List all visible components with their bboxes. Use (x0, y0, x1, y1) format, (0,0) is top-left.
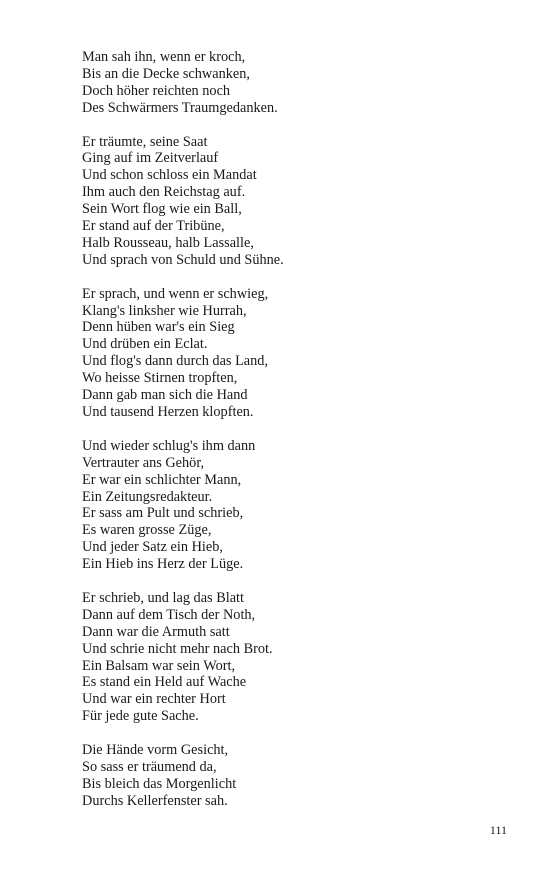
verse-line: So sass er träumend da, (82, 758, 217, 775)
verse-line: Durchs Kellerfenster sah. (82, 792, 228, 809)
verse-line: Er war ein schlichter Mann, (82, 471, 242, 488)
verse-line: Man sah ihn, wenn er kroch, (82, 49, 246, 65)
verse-line: Ein Balsam war sein Wort, (82, 657, 236, 674)
verse-line: Ihm auch den Reichstag auf. (82, 184, 246, 201)
stanza-6 (82, 742, 522, 810)
poem-body (82, 49, 522, 827)
page-number: 111 (489, 823, 507, 837)
verse-line: Dann auf dem Tisch der Noth, (82, 606, 256, 623)
verse-line: Ein Zeitungsredakteur. (82, 488, 213, 505)
verse-line: Dann gab man sich die Hand (82, 387, 248, 404)
verse-line: Denn hüben war's ein Sieg (82, 319, 235, 336)
verse-line: Und schrie nicht mehr nach Brot. (82, 640, 273, 657)
verse-line: Und wieder schlug's ihm dann (82, 437, 256, 454)
stanza-4 (82, 438, 522, 573)
verse-line: Doch höher reichten noch (82, 82, 231, 99)
verse-line: Bis bleich das Morgenlicht (82, 775, 237, 792)
verse-line: Für jede gute Sache. (82, 708, 199, 725)
stanza-2 (82, 134, 522, 269)
verse-line: Und drüben ein Eclat. (82, 336, 208, 353)
verse-line: Ein Hieb ins Herz der Lüge. (82, 556, 244, 573)
verse-line: Vertrauter ans Gehör, (82, 454, 205, 471)
verse-line: Er sprach, und wenn er schwieg, (82, 285, 269, 302)
verse-line: Und schon schloss ein Mandat (82, 167, 257, 184)
verse-line: Und sprach von Schuld und Sühne. (82, 251, 284, 268)
verse-line: Es stand ein Held auf Wache (82, 674, 247, 691)
verse-line: Bis an die Decke schwanken, (82, 65, 250, 82)
stanza-1 (82, 49, 522, 117)
verse-line: Und tausend Herzen klopften. (82, 404, 254, 420)
verse-line: Sein Wort flog wie ein Ball, (82, 201, 242, 218)
verse-line: Und jeder Satz ein Hieb, (82, 539, 223, 556)
verse-line: Er sass am Pult und schrieb, (82, 505, 244, 522)
stanza-3 (82, 286, 522, 421)
verse-line: Die Hände vorm Gesicht, (82, 742, 229, 759)
stanza-5 (82, 590, 522, 725)
verse-line: Er stand auf der Tribüne, (82, 218, 225, 235)
verse-line: Und war ein rechter Hort (82, 691, 226, 708)
verse-line: Dann war die Armuth satt (82, 623, 230, 640)
verse-line: Wo heisse Stirnen tropften, (82, 370, 238, 387)
verse-line: Und flog's dann durch das Land, (82, 353, 269, 370)
verse-line: Halb Rousseau, halb Lassalle, (82, 234, 254, 251)
verse-line: Er schrieb, und lag das Blatt (82, 589, 244, 606)
verse-line: Es waren grosse Züge, (82, 522, 212, 539)
verse-line: Des Schwärmers Traumgedanken. (82, 99, 278, 116)
verse-line: Ging auf im Zeitverlauf (82, 150, 219, 167)
verse-line: Klang's linksher wie Hurrah, (82, 302, 247, 319)
verse-line: Er träumte, seine Saat (82, 133, 208, 150)
